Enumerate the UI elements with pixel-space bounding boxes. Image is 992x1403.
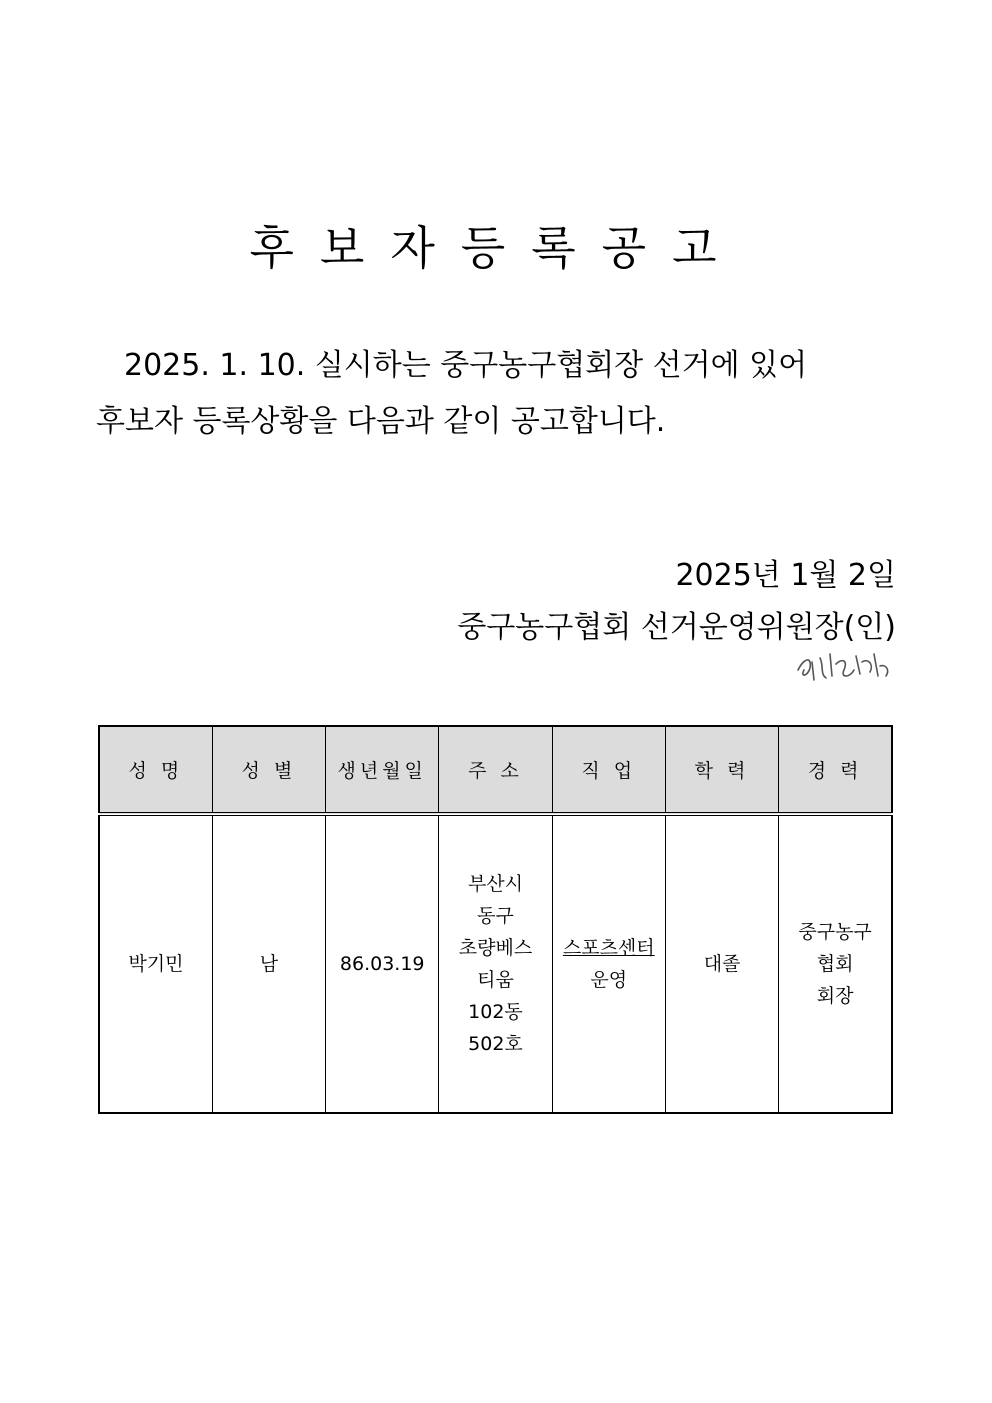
notice-intro [96,338,916,450]
cell-gender: 남 [212,814,325,1113]
header-birth: 생년월일 [326,726,439,814]
cell-birth: 86.03.19 [326,814,439,1113]
job-line: 스포츠센터 [562,937,655,959]
header-gender: 성 별 [212,726,325,814]
header-education: 학 력 [665,726,778,814]
header-address: 주 소 [439,726,552,814]
table-header-row [99,726,892,814]
candidates-table [98,725,893,1114]
address-line: 동구 [477,905,514,927]
intro-line-2: 후보자 등록상황을 다음과 같이 공고합니다. [96,404,666,439]
address-line: 102동 [468,1001,523,1023]
notice-issuer: 중구농구협회 선거운영위원장(인) [457,610,896,645]
header-name: 성 명 [99,726,212,814]
career-line: 회장 [816,985,854,1007]
career-line: 중구농구 [798,921,872,943]
address-line: 티움 [477,969,514,991]
notice-title: 후보자등록공고 [249,221,743,275]
job-line: 운영 [590,969,628,991]
address-line: 502호 [468,1033,523,1055]
cell-name: 박기민 [99,814,212,1113]
cell-career [779,814,892,1113]
address-line: 초량베스 [458,937,533,959]
table-row [99,814,892,1113]
address-line: 부산시 [467,873,524,895]
cell-education: 대졸 [665,814,778,1113]
handwritten-signature [790,640,900,690]
intro-line-1: 2025. 1. 10. 실시하는 중구농구협회장 선거에 있어 [124,348,808,383]
cell-job [552,814,665,1113]
header-job: 직 업 [552,726,665,814]
notice-date: 2025년 1월 2일 [675,558,896,593]
cell-address [439,814,552,1113]
header-career: 경 력 [779,726,892,814]
career-line: 협회 [816,953,854,975]
